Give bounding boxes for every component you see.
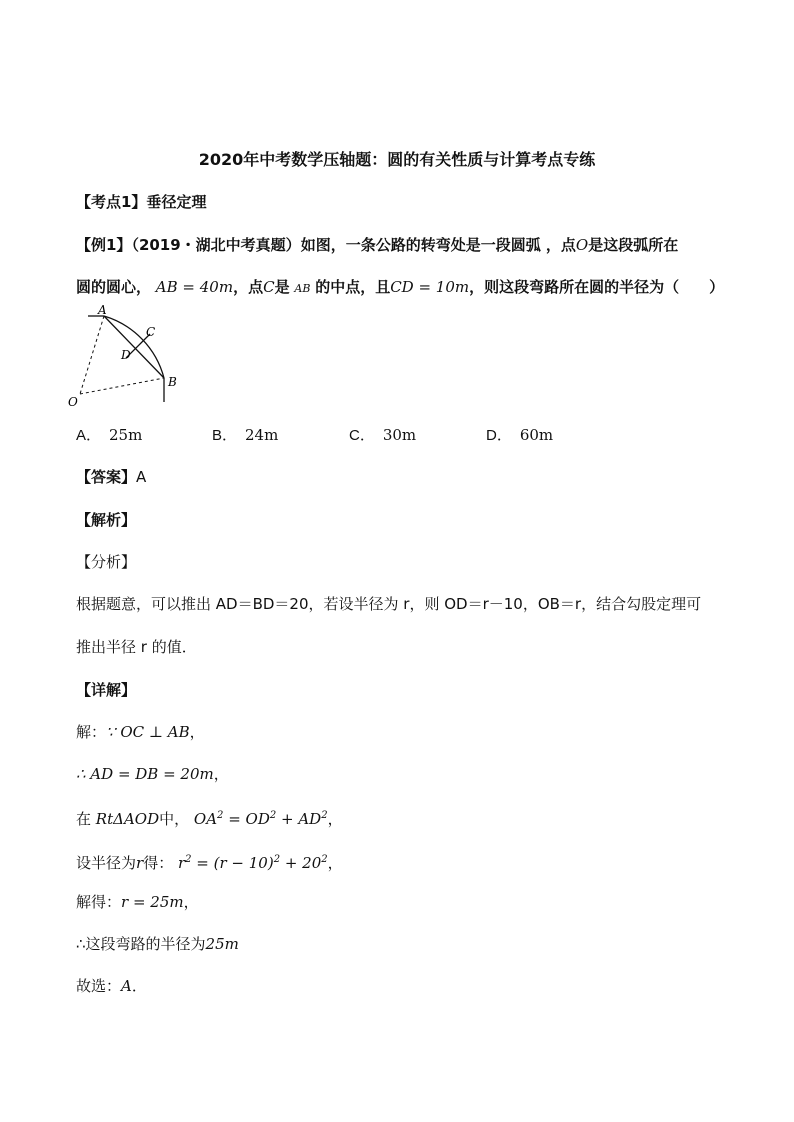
answer (76, 466, 146, 488)
example-text-2: 是这段弧所在 (588, 236, 679, 254)
ab-equation: AB = 40m (155, 278, 234, 296)
example-tag: 【例1】 (76, 236, 132, 254)
point-c: C (263, 278, 275, 296)
answer-value: A (136, 468, 147, 486)
step-3: 在 RtΔAOD中， $OA^2 = OD^2 + AD^2$， (76, 810, 343, 828)
example-text-6: 的中点，且 (315, 278, 391, 296)
example-text-4: ，点 (233, 278, 264, 296)
step-5: 解得：r = 25m， (76, 893, 199, 911)
example-text-7: ，则这段弯路所在圆的半径为（ ） (469, 278, 725, 296)
example-line-2 (76, 276, 724, 300)
example-text-5: 是 (274, 278, 290, 296)
label-o: O (68, 395, 78, 409)
label-a: A (98, 303, 107, 317)
step-6: ∴这段弯路的半径为25m (76, 935, 239, 953)
arc-ab: AB (294, 282, 311, 295)
point-o: O (575, 236, 589, 254)
fenxi-text-1: 根据题意，可以推出 AD＝BD＝20，若设半径为 r，则 OD＝r－10，OB＝r，结合勾股定理可 (76, 595, 702, 613)
fenxi-heading: 【分析】 (76, 553, 137, 571)
example-text-1: 如图，一条公路的转弯处是一段圆弧 ，点 (300, 236, 576, 254)
example-text-3: 圆的圆心， (76, 278, 152, 296)
step-7: 故选：A． (76, 977, 147, 995)
label-b: B (168, 375, 177, 389)
detail-heading: 【详解】 (76, 681, 137, 699)
step-2: ∴ AD = DB = 20m， (76, 765, 229, 783)
label-c: C (146, 325, 156, 339)
step-1: 解：∵ OC ⊥ AB， (76, 723, 205, 741)
step-4: 设半径为r得： $r^2 = (r - 10)^2 + 20^2$， (76, 854, 343, 872)
option-b: B． 24m (212, 426, 279, 444)
circle-arc-figure (60, 302, 200, 414)
example-line-1 (76, 234, 678, 256)
option-c: C． 30m (349, 426, 417, 444)
analysis-heading: 【解析】 (76, 511, 137, 529)
cd-equation: CD = 10m (390, 278, 470, 296)
example-source: （2019・湖北中考真题） (131, 236, 301, 254)
section-heading: 【考点1】垂径定理 (76, 193, 207, 211)
page-title: 2020年中考数学压轴题：圆的有关性质与计算考点专练 (198, 150, 596, 169)
option-a: A． 25m (76, 426, 143, 444)
label-d: D (121, 348, 131, 362)
option-d: D． 60m (486, 426, 554, 444)
answer-heading: 【答案】 (76, 468, 137, 486)
fenxi-text-2: 推出半径 r 的值． (76, 638, 197, 656)
